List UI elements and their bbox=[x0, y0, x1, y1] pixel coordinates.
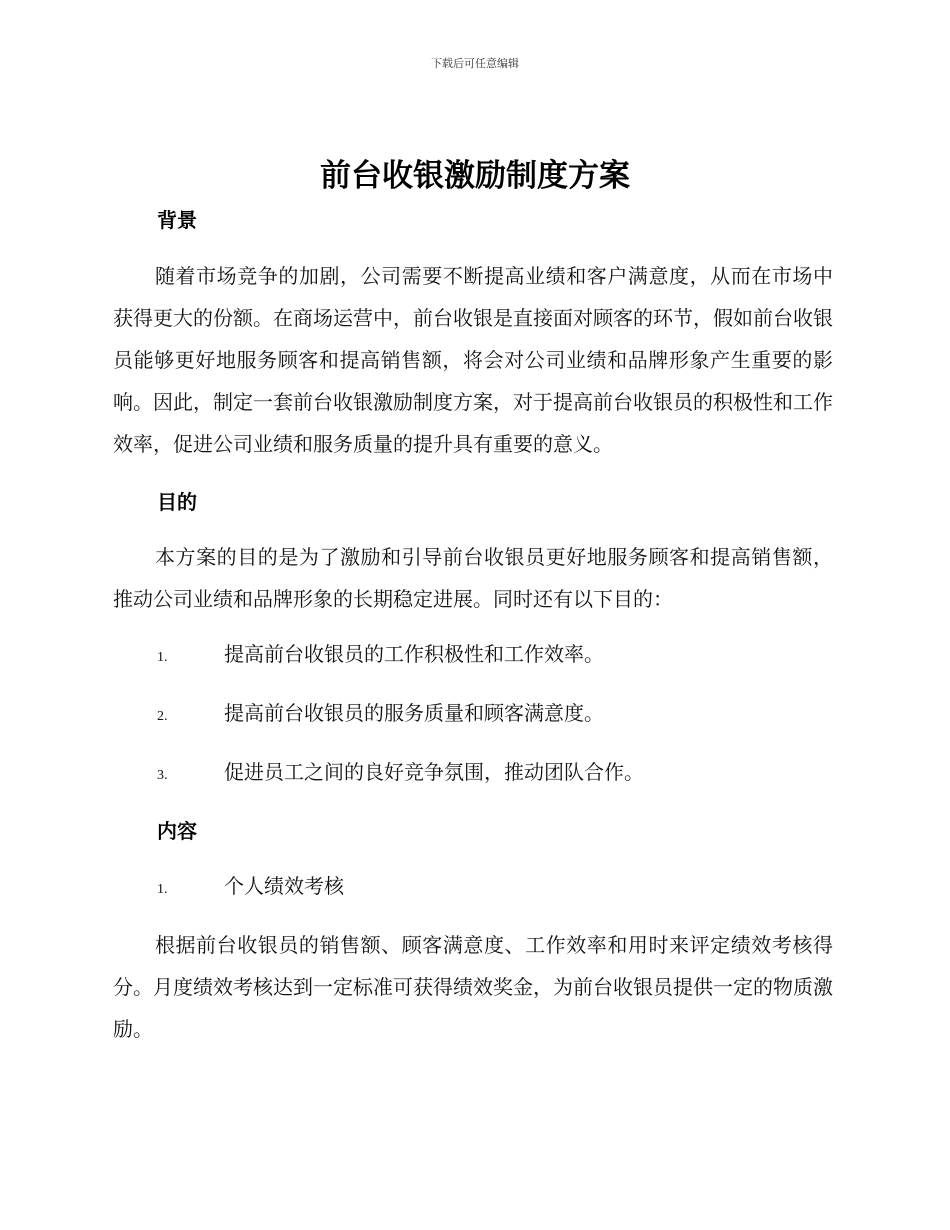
list-text: 促进员工之间的良好竞争氛围，推动团队合作。 bbox=[224, 760, 644, 784]
list-number: 2. bbox=[157, 709, 168, 724]
section-heading-background: 背景 bbox=[157, 208, 197, 232]
section-heading-content: 内容 bbox=[157, 819, 197, 843]
list-number: 1. bbox=[157, 882, 168, 897]
document-body bbox=[113, 203, 833, 1050]
list-text: 提高前台收银员的工作积极性和工作效率。 bbox=[224, 642, 604, 666]
purpose-paragraph: 本方案的目的是为了激励和引导前台收银员更好地服务顾客和提高销售额，推动公司业绩和品牌形象的长期稳定进展。同时还有以下目的： bbox=[113, 545, 833, 611]
list-text: 个人绩效考核 bbox=[224, 874, 344, 898]
content-list-item bbox=[113, 869, 833, 907]
list-number: 3. bbox=[157, 768, 168, 783]
document-title: 前台收银激励制度方案 bbox=[320, 158, 630, 194]
header-note: 下载后可任意编辑 bbox=[431, 57, 519, 70]
content-paragraph: 根据前台收银员的销售额、顾客满意度、工作效率和用时来评定绩效考核得分。月度绩效考核达到一定标准可获得绩效奖金，为前台收银员提供一定的物质激励。 bbox=[113, 933, 833, 1041]
background-paragraph: 随着市场竞争的加剧，公司需要不断提高业绩和客户满意度，从而在市场中获得更大的份额。在商场运营中，前台收银是直接面对顾客的环节，假如前台收银员能够更好地服务顾客和提高销售额，将会对公司业绩和品牌形象产生重要的影响。因此，制定一套前台收银激励制度方案，对于提高前台收银员的积极性和工作效率，促进公司业绩和服务质量的提升具有重要的意义。 bbox=[113, 264, 833, 456]
list-number: 1. bbox=[157, 650, 168, 665]
purpose-list-item bbox=[113, 696, 833, 734]
purpose-list-item bbox=[113, 755, 833, 793]
section-heading-purpose: 目的 bbox=[157, 490, 197, 514]
list-text: 提高前台收银员的服务质量和顾客满意度。 bbox=[224, 701, 604, 725]
purpose-list-item bbox=[113, 637, 833, 675]
